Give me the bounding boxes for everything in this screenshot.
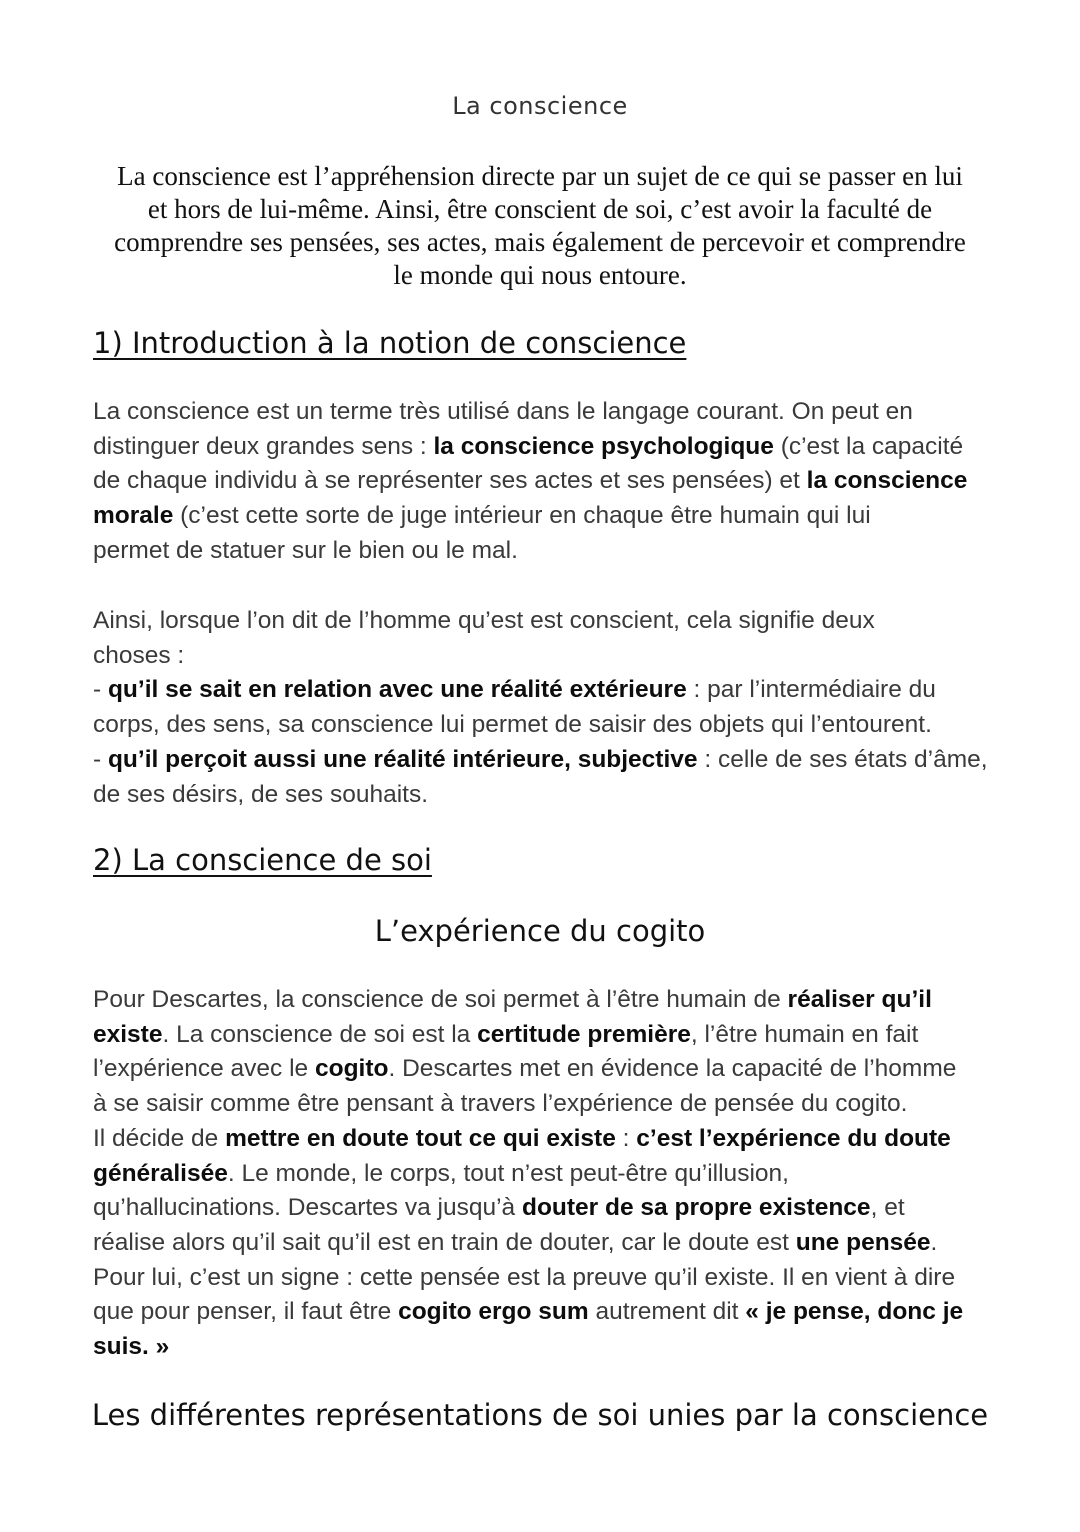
bold-term: cogito ergo sum (398, 1298, 589, 1326)
text-run: réalise alors qu’il sait qu’il est en train de douter, car le doute est (93, 1228, 796, 1256)
intro-line: comprendre ses pensées, ses actes, mais également de percevoir et comprendre (114, 227, 966, 257)
text-run: : celle de ses états d’âme, (697, 745, 988, 773)
text-run: . Le monde, le corps, tout n’est peut-être qu’illusion, (227, 1159, 789, 1187)
paragraph-line: Pour lui, c’est un signe : cette pensée est la preuve qu’il existe. Il en vient à dire (93, 1263, 956, 1291)
section-2-heading: 2) La conscience de soi (93, 843, 432, 877)
bullet-line (93, 743, 1003, 778)
paragraph-line (93, 1052, 1003, 1087)
intro-line: et hors de lui-même. Ainsi, être conscient de soi, c’est avoir la faculté de (147, 194, 933, 224)
text-run: (c’est cette sorte de juge intérieur en chaque être humain qui lui (173, 502, 871, 530)
text-run: (c’est la capacité (773, 432, 964, 460)
text-run: l’expérience avec le (93, 1055, 315, 1083)
bold-term: réaliser qu’il (787, 986, 932, 1013)
text-run: : (615, 1124, 637, 1152)
paragraph-line (93, 1191, 1003, 1226)
bold-term: « je pense, donc je (745, 1298, 964, 1326)
section-2-subheading-2: Les différentes représentations de soi unies par la conscience (91, 1398, 989, 1432)
bullet-line (93, 673, 1003, 708)
text-run: , et (870, 1194, 905, 1222)
bullet-dash: - (93, 676, 108, 704)
intro-line: La conscience est l’appréhension directe par un sujet de ce qui se passer en lui (117, 161, 963, 191)
paragraph-line: à se saisir comme être pensant à travers l’expérience de pensée du cogito. (93, 1090, 908, 1118)
section-1-heading: 1) Introduction à la notion de conscience (93, 326, 687, 360)
paragraph-line (93, 1122, 1003, 1157)
paragraph-line (93, 983, 1003, 1018)
paragraph-line (93, 1018, 1003, 1053)
paragraph-line: de ses désirs, de ses souhaits. (93, 780, 429, 808)
paragraph-line: La conscience est un terme très utilisé dans le langage courant. On peut en (93, 398, 913, 425)
bold-term: mettre en doute tout ce qui existe (225, 1124, 616, 1152)
paragraph-line (93, 1330, 1003, 1365)
section-1-paragraph-1 (93, 395, 1003, 569)
text-run: distinguer deux grandes sens : (93, 432, 434, 460)
paragraph-line (93, 1295, 1003, 1330)
text-run: . Descartes met en évidence la capacité de l’homme (388, 1055, 957, 1083)
paragraph-line: corps, des sens, sa conscience lui permet de saisir des objets qui l’entourent. (93, 711, 932, 739)
section-2-subheading: L’expérience du cogito (374, 914, 706, 948)
text-run: , l’être humain en fait (690, 1020, 919, 1048)
text-run: . La conscience de soi est la (162, 1020, 478, 1048)
bold-term: c’est l’expérience du doute (636, 1124, 951, 1152)
bold-term: la conscience (806, 467, 968, 495)
text-run: . (930, 1228, 938, 1256)
bold-term: suis. » (93, 1333, 170, 1361)
text-run: de chaque individu à se représenter ses actes et ses pensées) et (93, 467, 807, 495)
bold-term: généralisée (93, 1159, 228, 1187)
bold-term: qu’il se sait en relation avec une réalité extérieure (107, 676, 687, 704)
text-run: que pour penser, il faut être (93, 1298, 399, 1326)
paragraph-line (93, 430, 1003, 465)
bold-term: une pensée (795, 1228, 931, 1256)
text-run: Pour Descartes, la conscience de soi permet à l’être humain de (93, 986, 788, 1013)
intro-paragraph (92, 160, 988, 292)
paragraph-line (93, 1226, 1003, 1261)
text-run: autrement dit (588, 1298, 746, 1326)
paragraph-line (93, 1157, 1003, 1192)
bold-term: la conscience psychologique (433, 432, 774, 460)
bold-term: qu’il perçoit aussi une réalité intérieure, subjective (107, 745, 698, 773)
bold-term: morale (93, 502, 174, 530)
text-run: Il décide de (93, 1124, 226, 1152)
bold-term: douter de sa propre existence (522, 1194, 871, 1222)
paragraph-line (93, 499, 1003, 534)
paragraph-line: choses : (93, 641, 185, 669)
text-run: : par l’intermédiaire du (686, 676, 936, 704)
paragraph-line: Ainsi, lorsque l’on dit de l’homme qu’est est conscient, cela signifie deux (93, 607, 875, 634)
bold-term: existe (93, 1020, 163, 1048)
bold-term: cogito (314, 1055, 389, 1083)
intro-line: le monde qui nous entoure. (393, 260, 687, 290)
text-run: qu’hallucinations. Descartes va jusqu’à (93, 1194, 522, 1222)
bold-term: certitude première (477, 1020, 691, 1048)
paragraph-line: permet de statuer sur le bien ou le mal. (93, 536, 518, 564)
bullet-dash: - (93, 745, 108, 773)
document-title: La conscience (452, 92, 628, 120)
section-1-paragraph-2 (93, 604, 1003, 812)
section-2-paragraph (93, 983, 1003, 1365)
paragraph-line (93, 464, 1003, 499)
